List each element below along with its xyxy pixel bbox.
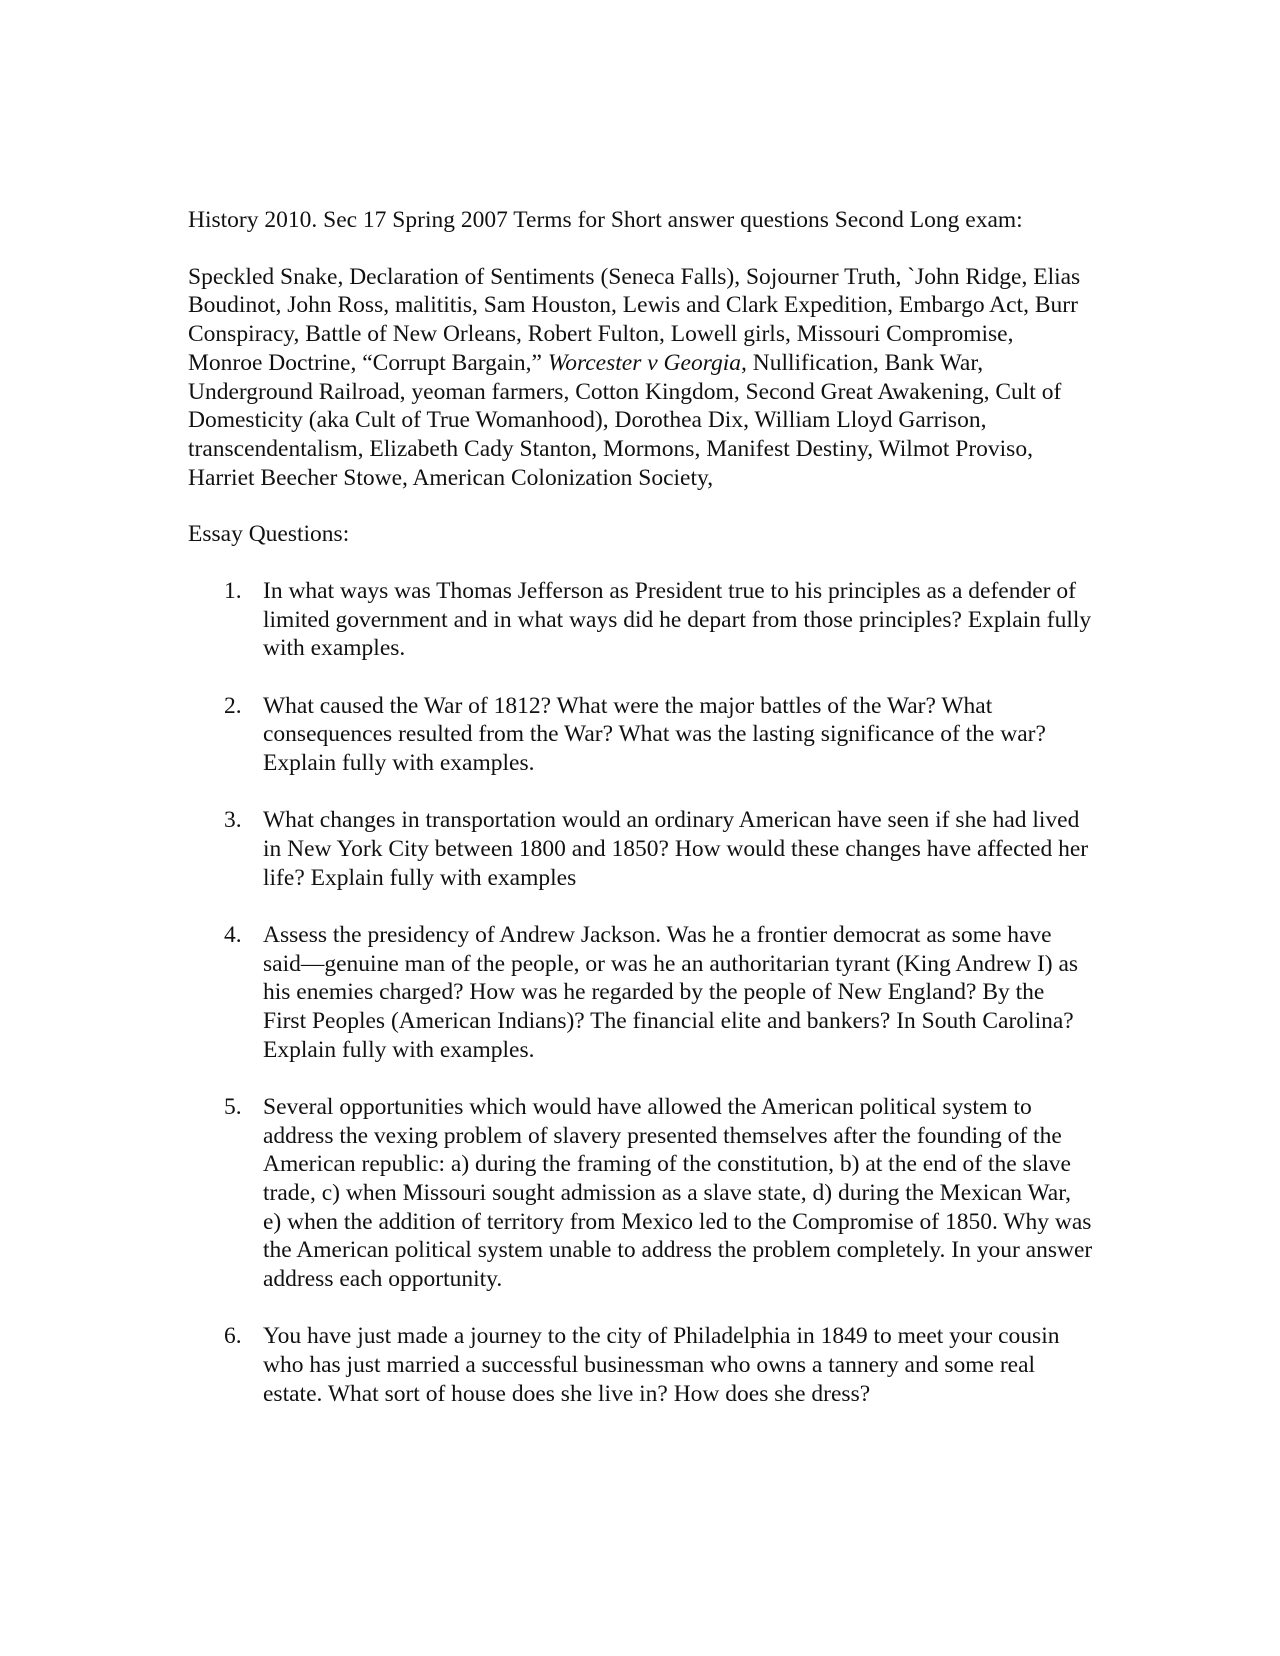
document-title: History 2010. Sec 17 Spring 2007 Terms for Short answer questions Second Long exam: [188,207,1023,233]
terms-italic-case: Worcester v Georgia, [547,349,747,376]
essay-question-2 [188,692,1093,778]
question-number: 6. [224,1323,242,1350]
question-text: Several opportunities which would have allowed the American political system to address the vexing problem of slavery presented themselves after the founding of the American republic: a) during the framing of the constitution, b) at the end of the slave trade, c) when Missouri sought admission as a slave state, d) during the Mexican War, e) when the addition of territory from Mexico led to the Compromise of 1850. Why was the American political system unable to address the problem completely. In your answer address each opportunity. [263,1093,1093,1293]
essay-question-4 [188,921,1093,1065]
essay-questions-list [188,577,1093,1408]
question-number: 2. [224,692,242,719]
question-text: You have just made a journey to the city of Philadelphia in 1849 to meet your cousin who has just married a successful businessman who owns a tannery and some real estate. What sort of house does she live in? How does she dress? [263,1323,1060,1407]
essay-question-1 [188,577,1093,663]
document-page [188,206,1093,1437]
essay-question-6 [188,1322,1093,1408]
essay-questions-heading: Essay Questions: [188,521,350,548]
terms-part-1: Speckled Snake, Declaration of Sentiments (Seneca Falls), Sojourner Truth, `John Ridge, Elias Boudinot, John Ross, malititis, Sam Houston, Lewis and Clark Expedition, Embargo Act, Burr Conspiracy, Battle of New Orleans, Robert Fulton, Lowell girls, Missouri Compromise, Monroe Doctrine, “Corrupt Bargain,” [188,263,1081,376]
essay-question-3 [188,806,1093,892]
question-text: What changes in transportation would an ordinary American have seen if she had lived in New York City between 1800 and 1850? How would these changes have affected her life? Explain fully with examples [263,807,1089,891]
question-number: 1. [224,578,242,605]
terms-list [188,263,1093,493]
question-number: 5. [224,1093,242,1120]
question-number: 3. [224,807,242,834]
essay-question-5 [188,1093,1093,1294]
question-number: 4. [224,921,242,948]
terms-part-2: Nullification, Bank War, Underground Railroad, yeoman farmers, Cotton Kingdom, Second Great Awakening, Cult of Domesticity (aka Cult of True Womanhood), Dorothea Dix, William Lloyd Garrison, transcendentalism, Elizabeth Cady Stanton, Mormons, Manifest Destiny, Wilmot Proviso, Harriet Beecher Stowe, American Colonization Society, [188,349,1062,491]
question-text: In what ways was Thomas Jefferson as President true to his principles as a defender of limited government and in what ways did he depart from those principles? Explain fully with examples. [263,578,1092,662]
question-text: Assess the presidency of Andrew Jackson. Was he a frontier democrat as some have said—genuine man of the people, or was he an authoritarian tyrant (King Andrew I) as his enemies charged? How was he regarded by the people of New England? By the First Peoples (American Indians)? The financial elite and bankers? In South Carolina? Explain fully with examples. [263,921,1079,1063]
question-text: What caused the War of 1812? What were the major battles of the War? What consequences resulted from the War? What was the lasting significance of the war? Explain fully with examples. [263,692,1046,777]
